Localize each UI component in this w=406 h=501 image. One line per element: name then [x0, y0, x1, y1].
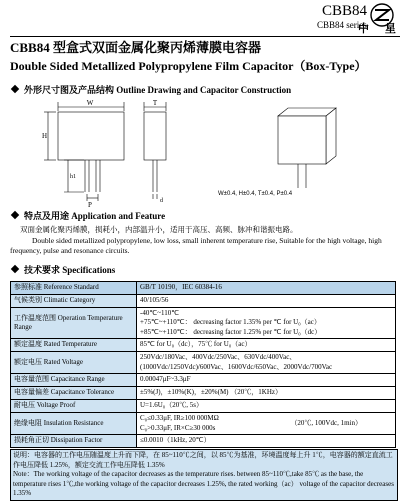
header-rule — [10, 36, 400, 37]
table-row — [11, 339, 396, 352]
section-heading-outline-text: 外形尺寸图及产品结构 Outline Drawing and Capacitor Construction — [24, 85, 292, 95]
spec-value: GB/T 10190，IEC 60384-16 — [137, 282, 396, 295]
spec-value-line: (1000Vdc/1250Vdc)/600Vac、1600Vdc/650Vac、2000Vdc/700Vac — [140, 362, 333, 371]
table-row — [11, 387, 396, 400]
spec-value-line: C₀≤0.33μF, IR≥100 000MΩ — [140, 414, 219, 422]
outline-drawing — [40, 98, 370, 208]
diamond-bullet-icon — [11, 85, 19, 93]
dim-label-p: P — [88, 201, 92, 208]
table-row — [11, 400, 396, 413]
spec-value: ≤0.0010（1kHz, 20℃） — [137, 435, 396, 448]
table-row — [11, 413, 396, 435]
section-heading-specifications-text: 技术要求 Specifications — [24, 265, 116, 275]
tolerance-note: W±0.4, H±0.4, T±0.4, P±0.4 — [218, 191, 293, 197]
table-row — [11, 282, 396, 295]
model-code: CBB84 — [322, 3, 368, 19]
dim-label-h: H — [42, 132, 48, 140]
specifications-table — [10, 281, 396, 448]
isometric-view — [278, 108, 336, 188]
note-box — [10, 449, 398, 501]
spec-value-line: C₀>0.33μF, IR×C≥30 000s — [140, 423, 216, 432]
table-row — [11, 435, 396, 448]
table-row — [11, 295, 396, 308]
spec-param: 参照标准 Reference Standard — [11, 282, 137, 295]
title-english: Double Sided Metallized Polypropylene Film Capacitor（Box-Type） — [10, 59, 367, 73]
insulation-value-wrap — [140, 414, 392, 433]
spec-value: ±5%(J)，±10%(K)，±20%(M) （20℃，1KHz） — [137, 387, 396, 400]
spec-value: 0.00047μF~3.3μF — [137, 374, 396, 387]
section-heading-application-text: 特点及用途 Application and Feature — [24, 211, 166, 221]
spec-param: 耐电压 Voltage Proof — [11, 400, 137, 413]
spec-value-line: 250Vdc/180Vac、400Vdc/250Vac、630Vdc/400Vac、 — [140, 353, 297, 361]
insulation-condition: （20℃, 100Vdc, 1min） — [290, 418, 362, 427]
spec-param: 气候类别 Climatic Category — [11, 295, 137, 308]
spec-value: 40/105/56 — [137, 295, 396, 308]
dim-label-h1: h1 — [70, 174, 76, 180]
diamond-bullet-icon — [11, 211, 19, 219]
spec-param: 电容量范围 Capacitance Range — [11, 374, 137, 387]
spec-value-line: -40℃~110℃ — [140, 308, 180, 317]
dim-label-w: W — [86, 99, 94, 107]
dim-label-t: T — [152, 99, 158, 107]
application-text-chinese: 双面金属化聚丙烯膜，损耗小，内部温升小，适用于高压、高频、脉冲和谐振电路。 — [20, 225, 298, 234]
series-code: CBB84 series — [317, 20, 367, 30]
section-heading-outline — [10, 85, 291, 96]
spec-value — [137, 352, 396, 374]
section-heading-specifications — [10, 265, 115, 276]
spec-value: 85℃ for U₀（dc），75℃ for U₀（ac） — [137, 339, 396, 352]
spec-value-line: +85℃~+110℃： decreasing factor 1.25% per ℃ for U₀（dc） — [140, 327, 322, 336]
spec-value — [137, 413, 396, 435]
table-row — [11, 352, 396, 374]
spec-param: 工作温度范围 Operation Temperature Range — [11, 308, 137, 339]
spec-param: 电容量偏差 Capacitance Tolerance — [11, 387, 137, 400]
spec-value: U=1.6U₀（20℃, 5s） — [137, 400, 396, 413]
spec-value-line: +75℃~+110℃： decreasing factor 1.35% per ℃ for U₀（ac） — [140, 318, 321, 327]
spec-param: 额定电压 Rated Voltage — [11, 352, 137, 374]
note-chinese: 说明：电容器的工作电压随温度上升而下降，在 85~110℃之间，以 85℃为基准，环境温度每上升 1℃，电容器的额定直流工作电压降低 1.25%，额定交流工作电压降低 1.35% — [13, 451, 393, 469]
application-text-english-body: Double sided metallized polypropylene, low loss, small inherent temperature rise, Suitable for the high voltage, high frequency, pulse and resonance circuits. — [10, 236, 382, 255]
note-english: Note：The working voltage of the capacitor decreases as the temperature rises. between 85~110℃,take 85℃ as the base, the temperature rises 1℃,the working voltage of the capacitor decreases 1.25%, the rated working（ac） voltage of the capacitor decreases 1.35% — [13, 470, 394, 498]
spec-value — [137, 308, 396, 339]
front-view — [44, 102, 124, 201]
side-view — [144, 102, 166, 199]
table-row — [11, 374, 396, 387]
application-text-english — [10, 236, 398, 256]
spec-param: 损耗角正切 Dissipation Factor — [11, 435, 137, 448]
spec-param: 额定温度 Rated Temperature — [11, 339, 137, 352]
title-chinese: CBB84 型盒式双面金属化聚丙烯薄膜电容器 — [10, 40, 261, 55]
brand-name: 中 星 — [358, 22, 402, 35]
table-row — [11, 308, 396, 339]
diamond-bullet-icon — [11, 265, 19, 273]
section-heading-application — [10, 211, 165, 222]
insulation-values — [140, 414, 219, 433]
spec-param: 绝缘电阻 Insulation Resistance — [11, 413, 137, 435]
dim-label-d: d — [160, 198, 163, 204]
